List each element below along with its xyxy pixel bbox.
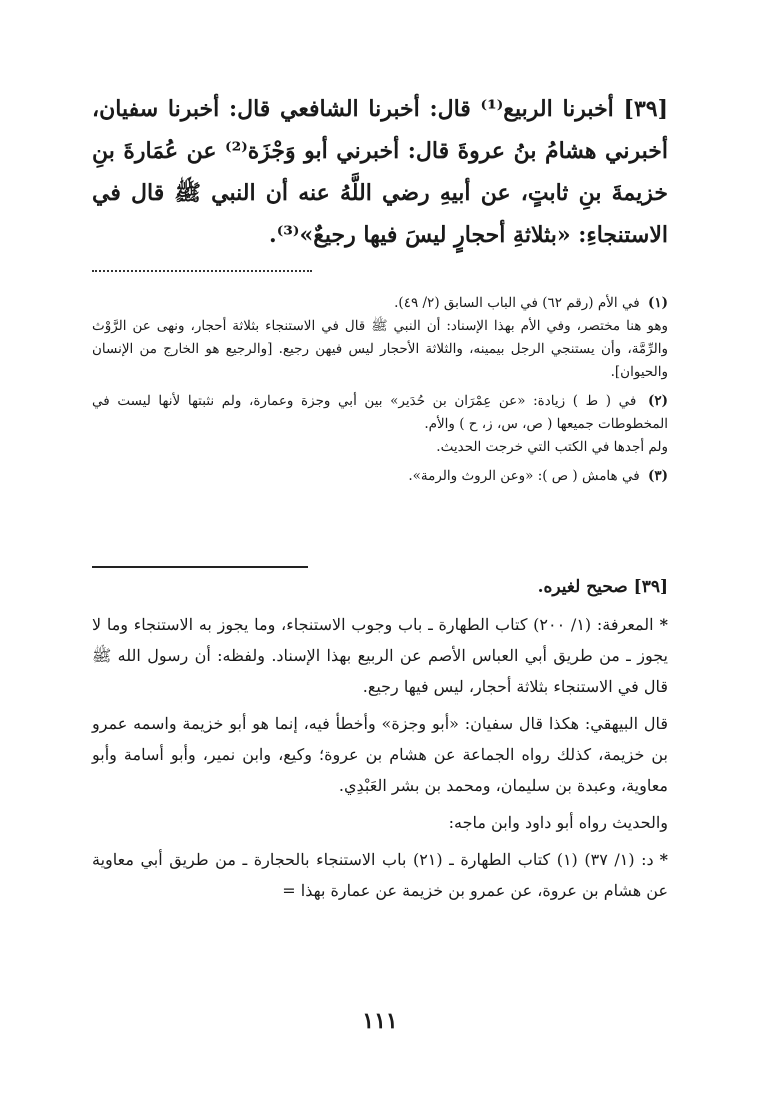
- takhrij-paragraph-2: قال البيهقي: هكذا قال سفيان: «أبو وجزة» وأخطأ فيه، إنما هو أبو خزيمة واسمه عمرو بن خزيمة، كذلك رواه الجماعة عن هشام بن عروة؛ وكيع، وابن نمير، وأبو أسامة وأبو معاوية، وعبدة بن سليمان، ومحمد بن بشر العَبْدِي.: [92, 714, 668, 795]
- footnote-text: وهو هنا مختصر، وفي الأم بهذا الإسناد: أن النبي ﷺ قال في الاستنجاء بثلاثة أحجار، ونهى عن الرَّوْث والرِّمَّة، وأن يستنجي الرجل بيمينه، والثلاثة الأحجار ليس فيهن رجيع. [والرجيع هو الخارج من الإنسان والحيوان].: [92, 318, 668, 380]
- asterisk-bullet: *: [659, 850, 669, 869]
- asterisk-bullet: *: [659, 615, 669, 634]
- takhrij-section: [92, 572, 668, 912]
- takhrij-paragraph-4: [92, 844, 668, 906]
- footnote-text: في هامش ( ص ): «وعن الروث والرمة».: [408, 468, 640, 484]
- hadith-text: [٣٩] أخبرنا الربيع⁽¹⁾ قال: أخبرنا الشافعي قال: أخبرنا سفيان، أخبرني هشامُ بنُ عروةَ قال: أخبرني أبو وَجْزَة⁽²⁾ عن عُمَارةَ بنِ خزيمةَ بنِ ثابتٍ، عن أبيهِ رضي اللَّهُ عنه أن النبي ﷺ قال في الاستنجاءِ: «بثلاثةِ أحجارٍ ليسَ فيها رجيعٌ»⁽³⁾.: [92, 96, 668, 248]
- footnote-1: [92, 292, 668, 384]
- section-separator: [92, 566, 308, 568]
- footnote-number: (٢): [647, 393, 668, 409]
- takhrij-heading: [٣٩] صحيح لغيره.: [537, 577, 668, 597]
- footnote-separator-dotted: [92, 262, 312, 272]
- footnote-2: [92, 390, 668, 459]
- takhrij-paragraph-3: والحديث رواه أبو داود وابن ماجه:: [448, 813, 668, 832]
- hadith-text-block: [92, 88, 668, 256]
- footnotes: [92, 292, 668, 494]
- page-number: ١١١: [362, 1008, 398, 1034]
- takhrij-paragraph-1: [92, 609, 668, 702]
- footnote-number: (١): [647, 295, 668, 311]
- takhrij-text: المعرفة: (١/ ٢٠٠) كتاب الطهارة ـ باب وجوب الاستنجاء، وما يجوز به الاستنجاء وما لا يجوز ـ من طريق أبي العباس الأصم عن الربيع بهذا الإسناد. ولفظه: أن رسول الله ﷺ قال في الاستنجاء بثلاثة أحجار، ليس فيها رجيع.: [92, 615, 668, 696]
- footnote-3: [92, 465, 668, 488]
- footnote-text: في ( ط ) زيادة: «عن عِمْرَان بن حُدَير» بين أبي وجزة وعمارة، ولم نثبتها لأنها ليست في المخطوطات جميعها ( ص، س، ز، ح ) والأم.: [92, 393, 668, 432]
- footnote-number: (٣): [647, 468, 668, 484]
- takhrij-text: د: (١/ ٣٧) (١) كتاب الطهارة ـ (٢١) باب الاستنجاء بالحجارة ـ من طريق أبي معاوية عن هشام بن عروة، عن عمرو بن خزيمة عن عمارة بهذا =: [92, 850, 668, 900]
- footnote-text: ولم أجدها في الكتب التي خرجت الحديث.: [436, 439, 668, 455]
- footnote-text: في الأم (رقم ٦٢) في الباب السابق (٢/ ٤٩).: [394, 295, 640, 311]
